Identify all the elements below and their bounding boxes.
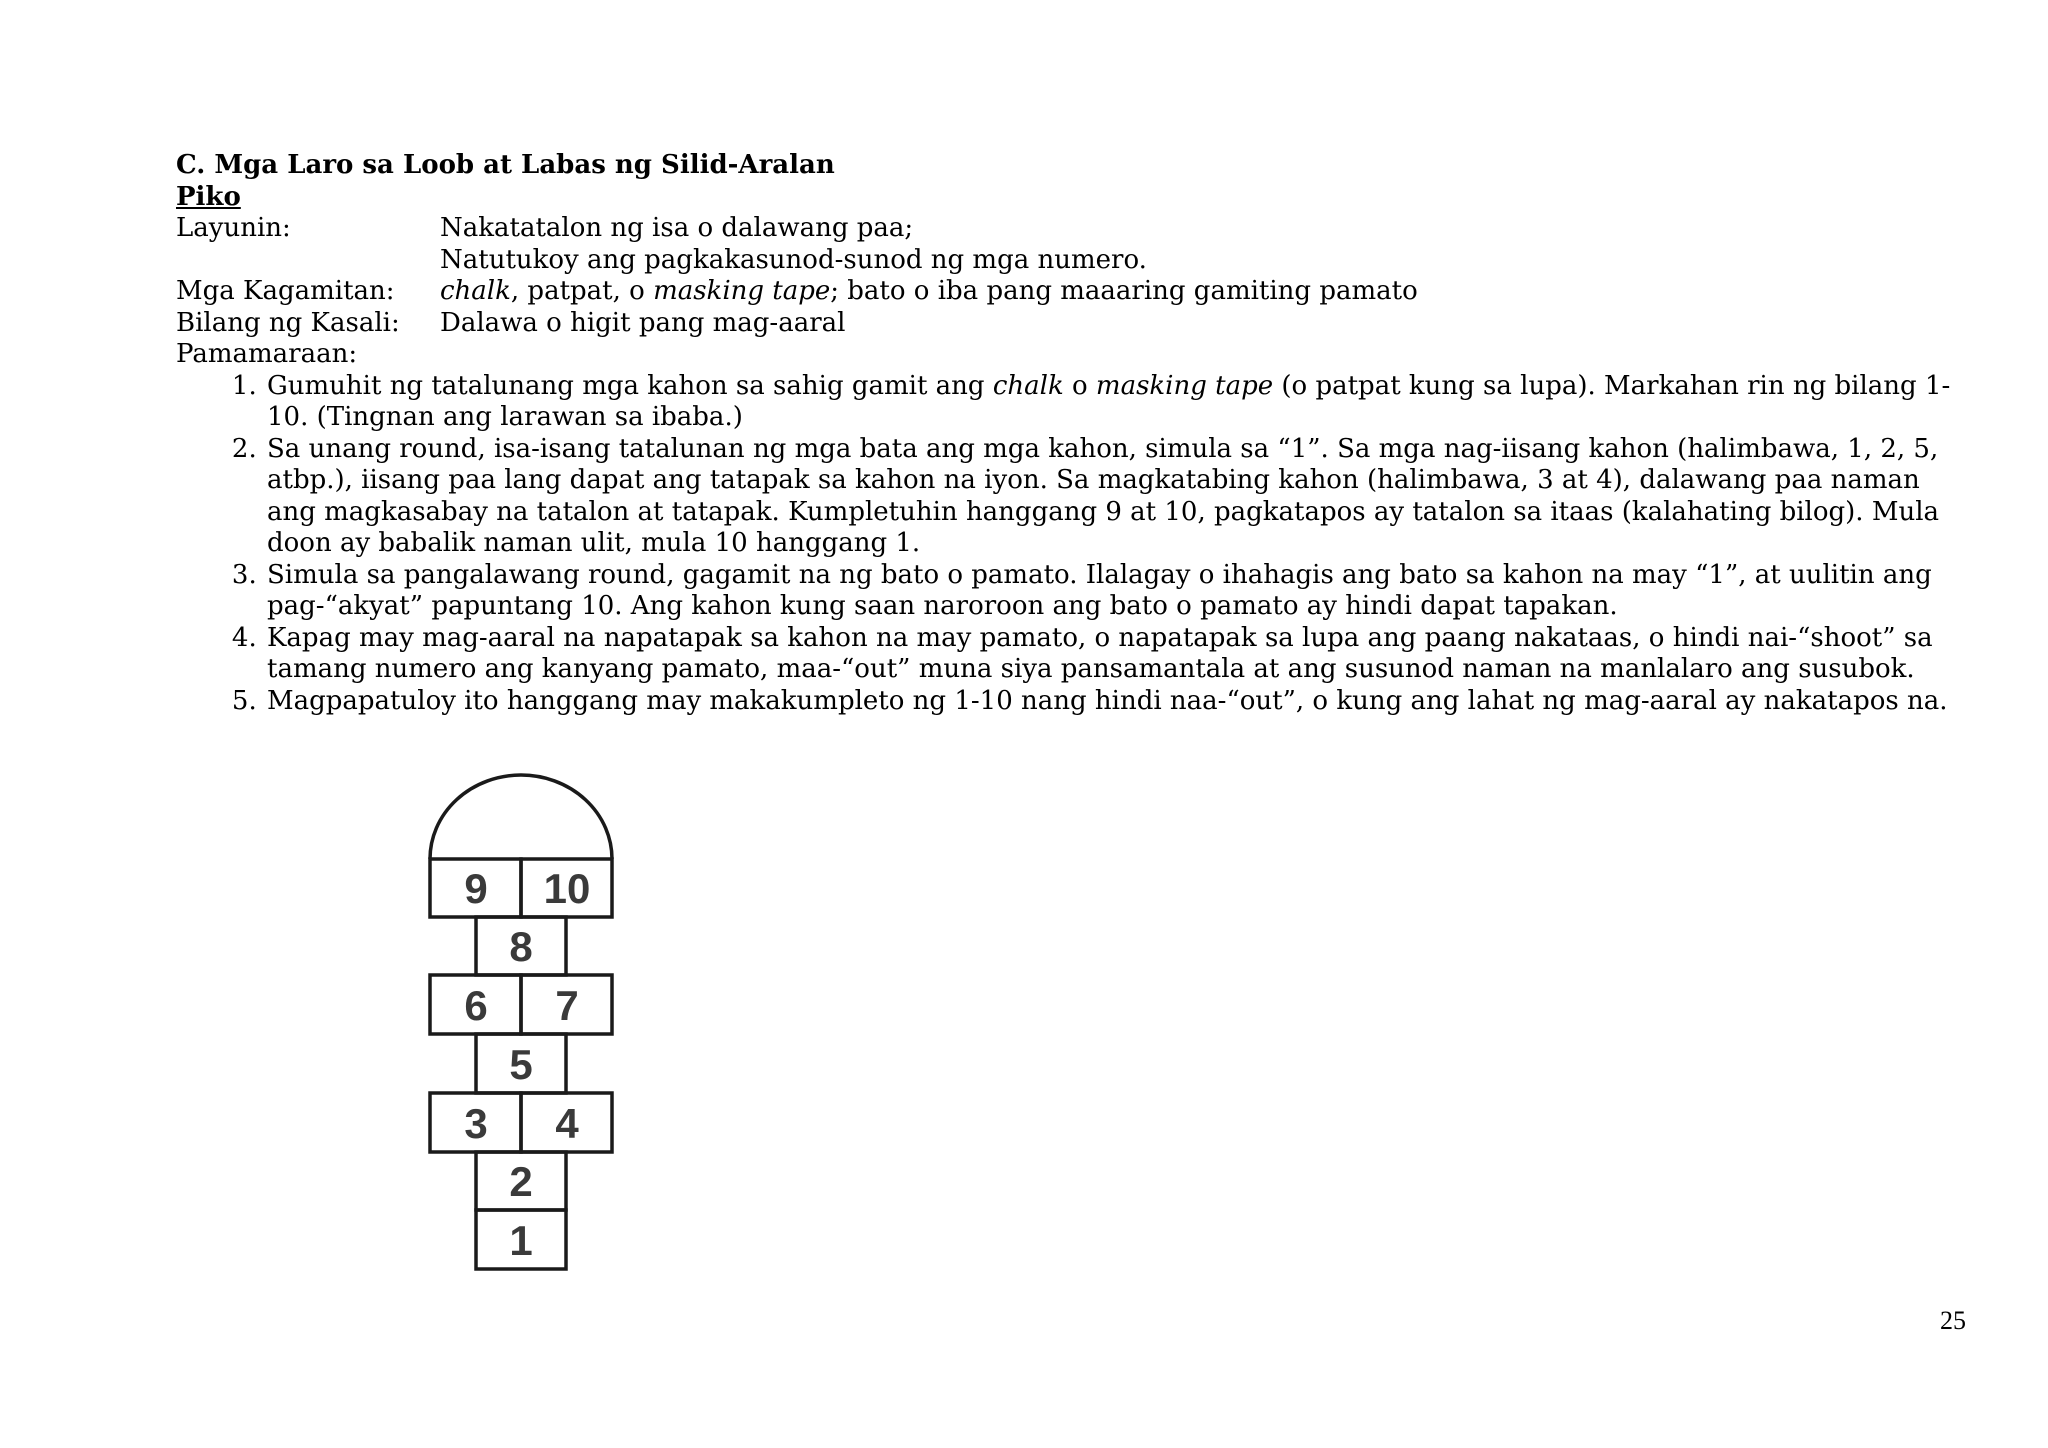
cell-label-1: 1	[509, 1217, 533, 1264]
game-title: Piko	[176, 181, 241, 212]
step-item-3: 3. Simula sa pangalawang round, gagamit na ng bato o pamato. Ilalagay o ihahagis ang bato sa kahon na may “1”, at uulitin ang pag-“akyat” papuntang 10. Ang kahon kung saan naroroon ang bato o pamato ay hindi dapat tapakan.	[265, 560, 1966, 623]
half-circle-top	[430, 775, 612, 859]
section-title: C. Mga Laro sa Loob at Labas ng Silid-Aralan	[176, 150, 835, 180]
layunin-values	[440, 213, 1966, 276]
page-number: 25	[1940, 1306, 1966, 1335]
hopscotch-diagram	[425, 775, 615, 1275]
cell-label-10: 10	[543, 865, 591, 912]
cell-label-9: 9	[464, 865, 488, 912]
cell-label-7: 7	[555, 982, 579, 1029]
layunin-value-2: Natutukoy ang pagkakasunod-sunod ng mga numero.	[440, 244, 1147, 275]
kagamitan-text-2: ; bato o iba pang maaaring gamiting pamato	[830, 276, 1418, 306]
kasali-row	[176, 308, 1966, 340]
pamamaraan-label: Pamamaraan:	[176, 339, 358, 369]
layunin-row	[176, 213, 1966, 276]
step1-text-c: (o patpat kung sa lupa). Markahan rin ng bilang 1-10. (Tingnan ang larawan sa ibaba.)	[267, 370, 1951, 432]
layunin-value-1: Nakatatalon ng isa o dalawang paa;	[440, 213, 914, 243]
step-item-2: 2. Sa unang round, isa-isang tatalunan ng mga bata ang mga kahon, simula sa “1”. Sa mga nag-iisang kahon (halimbawa, 1, 2, 5, atbp.), iisang paa lang dapat ang tatapak sa kahon na iyon. Sa magkatabing kahon (halimbawa, 3 at 4), dalawang paa naman ang magkasabay na tatalon at tatapak. Kumpletuhin hanggang 9 at 10, pagkatapos ay tatalon sa itaas (kalahating bilog). Mula doon ay babalik naman ulit, mula 10 hanggang 1.	[265, 434, 1966, 560]
step-item-1	[265, 371, 1966, 434]
kagamitan-row	[176, 276, 1966, 308]
kagamitan-value	[440, 276, 1966, 308]
cell-label-8: 8	[509, 923, 533, 970]
step-item-4: 4. Kapag may mag-aaral na napatapak sa kahon na may pamato, o napatapak sa lupa ang paang nakataas, o hindi nai-“shoot” sa tamang numero ang kanyang pamato, maa-“out” muna siya pansamantala at ang susunod naman na manlalaro ang susubok.	[265, 623, 1966, 686]
layunin-label: Layunin:	[176, 213, 291, 243]
cell-label-3: 3	[464, 1100, 488, 1147]
cell-label-6: 6	[464, 982, 488, 1029]
step1-italic-tape: masking tape	[1095, 370, 1274, 401]
kagamitan-italic-tape: masking tape	[653, 276, 831, 306]
step1-text-b: o	[1063, 370, 1096, 401]
kagamitan-label: Mga Kagamitan:	[176, 276, 395, 306]
kasali-label: Bilang ng Kasali:	[176, 307, 400, 338]
step1-italic-chalk: chalk	[992, 370, 1064, 401]
cell-label-2: 2	[509, 1158, 533, 1205]
cell-label-5: 5	[509, 1041, 533, 1088]
kasali-value: Dalawa o higit pang mag-aaral	[440, 307, 846, 338]
kagamitan-italic-chalk: chalk	[440, 276, 511, 306]
step1-text-a: Gumuhit ng tatalunang mga kahon sa sahig gamit ang	[267, 370, 993, 401]
content-area	[176, 150, 1966, 717]
kagamitan-text-1: , patpat, o	[510, 276, 654, 306]
steps-list	[176, 371, 1966, 718]
hopscotch-svg	[425, 775, 615, 1275]
cell-label-4: 4	[555, 1100, 579, 1147]
step-item-5: 5. Magpapatuloy ito hanggang may makakumpleto ng 1-10 nang hindi naa-“out”, o kung ang lahat ng mag-aaral ay nakatapos na.	[265, 686, 1966, 718]
